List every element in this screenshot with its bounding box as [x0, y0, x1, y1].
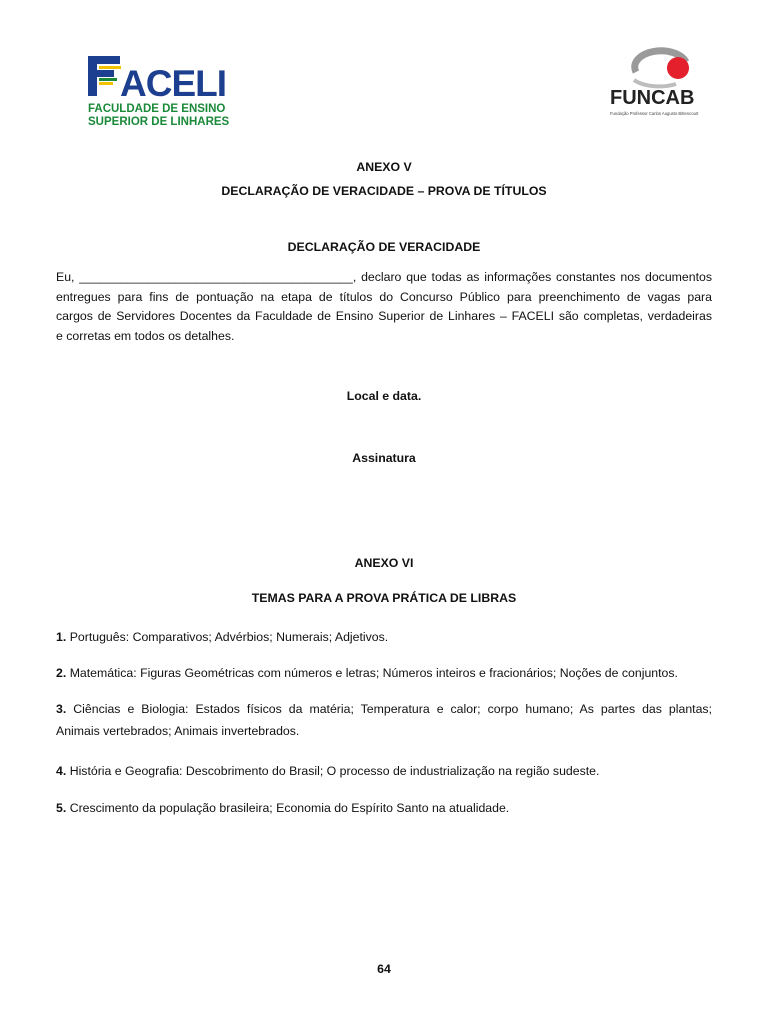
page-number: 64	[377, 962, 391, 976]
annex6-subtitle: TEMAS PARA A PROVA PRÁTICA DE LIBRAS	[251, 591, 517, 605]
faceli-logo	[86, 52, 231, 128]
item-text: Ciências e Biologia: Estados físicos da matéria; Temperatura e calor; corpo humano; As partes das plantas;	[73, 702, 712, 716]
paragraph-line: e corretas em todos os detalhes.	[56, 328, 235, 343]
annex5-heading: DECLARAÇÃO DE VERACIDADE	[287, 240, 481, 254]
annex5-subtitle: DECLARAÇÃO DE VERACIDADE – PROVA DE TÍTULOS	[221, 184, 547, 198]
item-number: 2.	[56, 666, 67, 680]
faceli-line2: SUPERIOR DE LINHARES	[88, 116, 230, 128]
list-item	[56, 662, 712, 684]
paragraph-line: Eu, ________________________________________, declaro que todas as informações constantes nos documentos	[56, 270, 712, 284]
item-number: 3.	[56, 702, 67, 716]
page-header	[0, 0, 768, 140]
paragraph-line: cargos de Servidores Docentes da Faculdade de Ensino Superior de Linhares – FACELI são completas, verdadeiras	[56, 309, 712, 323]
signature: Assinatura	[352, 451, 416, 465]
funcab-logo	[596, 44, 712, 124]
list-item	[56, 626, 712, 648]
list-item	[56, 797, 712, 819]
paragraph-line: entregues para fins de pontuação na etapa de títulos do Concurso Público para preenchimento de vagas para	[56, 289, 712, 304]
list-item	[56, 760, 712, 782]
faceli-line1: FACULDADE DE ENSINO	[88, 103, 226, 115]
item-number: 1.	[56, 630, 67, 644]
item-text: Português: Comparativos; Advérbios; Numerais; Adjetivos.	[69, 630, 389, 644]
item-number: 5.	[56, 801, 67, 815]
item-text-continued: Animais vertebrados; Animais invertebrados.	[56, 724, 300, 738]
list-item	[56, 698, 712, 742]
funcab-wordmark: FUNCAB	[610, 87, 695, 109]
place-date: Local e data.	[346, 389, 422, 403]
item-text: Matemática: Figuras Geométricas com números e letras; Números inteiros e fracionários; Noções de conjuntos.	[69, 666, 678, 680]
item-number: 4.	[56, 764, 67, 778]
funcab-subtitle: Fundação Professor Carlos Augusto Bittencourt	[610, 111, 699, 116]
annex6-title: ANEXO VI	[354, 556, 414, 570]
faceli-wordmark: ACELI	[120, 63, 226, 104]
annex5-title: ANEXO V	[356, 160, 412, 174]
item-text: Crescimento da população brasileira; Economia do Espírito Santo na atualidade.	[69, 801, 510, 815]
item-text: História e Geografia: Descobrimento do Brasil; O processo de industrialização na região sudeste.	[69, 764, 600, 778]
declaration-paragraph	[56, 268, 712, 346]
